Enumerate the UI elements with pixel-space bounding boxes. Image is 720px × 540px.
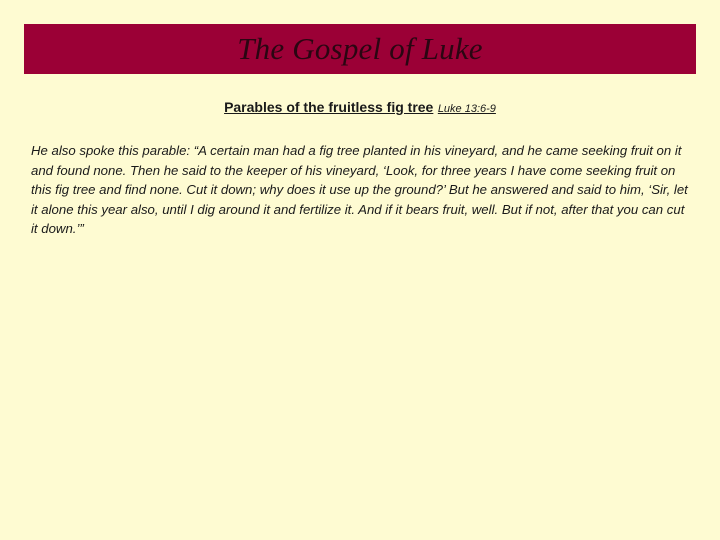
slide-title: The Gospel of Luke [237, 31, 483, 66]
passage-text: He also spoke this parable: “A certain man had a fig tree planted in his vineyard, and he came seeking fruit on it and found none. Then he said to the keeper of his vineyard, ‘Look, for three years I have come seeking fruit on this fig tree and find none. Cut it down; why does it use up the ground?’ But he answered and said to him, ‘Sir, let it alone this year also, until I dig around it and fertilize it. And if it bears fruit, well. But if not, after that you can cut it down.’” [31, 143, 688, 236]
subtitle-line [0, 99, 720, 117]
scripture-reference: Luke 13:6-9 [437, 103, 496, 115]
title-banner [24, 24, 696, 74]
subtitle-heading: Parables of the fruitless fig tree [224, 99, 434, 115]
